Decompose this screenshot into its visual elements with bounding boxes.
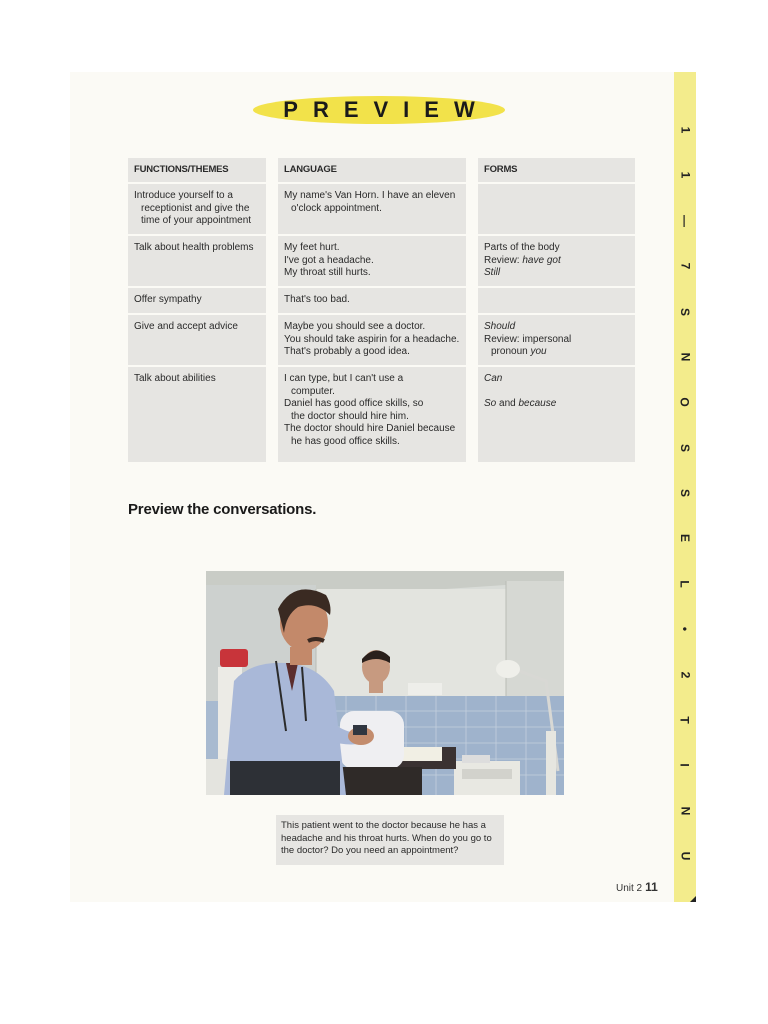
language-cell [278, 367, 466, 462]
side-char: 7 [678, 262, 692, 270]
side-char: S [677, 488, 692, 498]
functions-cell [128, 184, 266, 234]
text-line: My feet hurt. [284, 242, 340, 253]
side-char: E [677, 534, 692, 543]
side-tab-label [674, 72, 696, 902]
forms-cell [478, 315, 635, 365]
forms-cell [478, 367, 635, 462]
text-line: Can [484, 373, 503, 384]
side-char: S [677, 443, 692, 452]
forms-cell [478, 288, 635, 313]
text-line: Offer sympathy [134, 294, 202, 305]
side-char: 1 [678, 126, 692, 134]
text-line: The doctor should hire Daniel because [284, 423, 456, 434]
text-fragment: because [518, 397, 557, 409]
side-char: N [677, 352, 692, 362]
side-char: — [678, 214, 692, 227]
language-cell [278, 315, 466, 365]
text-line [484, 255, 629, 268]
header-forms: FORMS [478, 158, 635, 182]
text-line: the doctor should hire him. [291, 410, 409, 422]
functions-cell [128, 367, 266, 462]
text-line: Parts of the body [484, 242, 560, 253]
text-line: I've got a headache. [284, 254, 374, 266]
text-line: That's probably a good idea. [284, 346, 410, 357]
text-line: Talk about health problems [134, 242, 254, 253]
text-fragment: have got [522, 254, 561, 266]
page-corner [690, 896, 696, 902]
page-number: 11 [645, 880, 658, 894]
text-fragment: So [484, 397, 497, 409]
side-char: 1 [678, 172, 692, 179]
side-char: T [678, 716, 692, 724]
header-language: LANGUAGE [278, 158, 466, 182]
text-line: computer. [291, 385, 335, 397]
functions-cell [128, 315, 266, 365]
text-fragment: and [496, 397, 519, 409]
text-line: Give and accept advice [134, 321, 238, 332]
text-line: Maybe you should see a doctor. [284, 321, 426, 332]
forms-cell [478, 236, 635, 286]
side-char: L [678, 580, 692, 588]
unit-label: Unit 2 [616, 883, 643, 894]
text-line: receptionist and give the [141, 202, 250, 214]
side-char: N [677, 806, 692, 815]
text-line: Still [484, 267, 501, 278]
text-line: You should take aspirin for a headache. [284, 333, 460, 345]
forms-cell [478, 184, 635, 234]
photo-doctor-patient [206, 571, 564, 795]
language-cell [278, 236, 466, 286]
text-line: Daniel has good office skills, so [284, 398, 424, 409]
section-heading: Preview the conversations. [128, 501, 317, 518]
text-line: Review: impersonal [484, 333, 572, 345]
text-line: I can type, but I can't use a [284, 373, 404, 384]
text-line: o'clock appointment. [291, 202, 382, 214]
text-line [484, 346, 629, 359]
page-title: PREVIEW [283, 97, 490, 122]
text-line: My name's Van Horn. I have an eleven [284, 190, 456, 201]
side-char: 2 [678, 671, 692, 678]
text-fragment: Review: [484, 254, 523, 266]
functions-cell [128, 236, 266, 286]
text-fragment: you [530, 346, 547, 357]
text-line [484, 398, 629, 411]
photo-illustration [206, 571, 564, 795]
side-char: I [678, 763, 692, 767]
text-line: Introduce yourself to a [134, 190, 233, 201]
text-line: Should [484, 321, 516, 332]
side-char: • [677, 627, 692, 632]
side-char: U [677, 851, 692, 861]
language-cell [278, 288, 466, 313]
side-char: S [677, 307, 692, 316]
language-cell [278, 184, 466, 234]
text-fragment: pronoun [491, 346, 531, 357]
header-functions: FUNCTIONS/THEMES [128, 158, 266, 182]
spacer [484, 386, 629, 398]
text-line: Talk about abilities [134, 373, 216, 384]
text-line: time of your appointment [141, 215, 252, 226]
photo-caption: This patient went to the doctor because he has a headache and his throat hurts. When do you go to the doctor? Do you need an appointment? [276, 815, 504, 865]
side-char: O [678, 397, 692, 407]
side-tab-strip [674, 72, 696, 902]
text-line: That's too bad. [284, 294, 350, 305]
text-line: My throat still hurts. [284, 267, 371, 278]
text-line: he has good office skills. [291, 435, 400, 447]
page-footer [616, 880, 658, 894]
functions-cell [128, 288, 266, 313]
